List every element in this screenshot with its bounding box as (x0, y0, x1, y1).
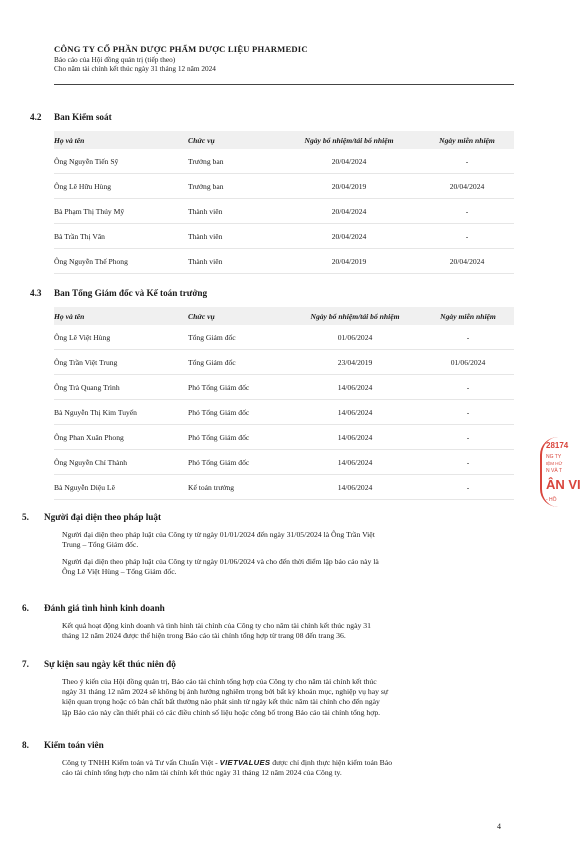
section-number: 4.2 (30, 112, 42, 122)
section-title: Kiểm toán viên (44, 740, 104, 750)
cell-name: Ông Phan Xuân Phong (54, 432, 124, 442)
col-header-position: Chức vụ (188, 135, 215, 145)
cell-name: Bà Nguyễn Thị Kim Tuyến (54, 407, 137, 417)
auditor-text-before: Công ty TNHH Kiểm toán và Tư vấn Chuẩn Việt - (62, 758, 220, 767)
cell-dismissed: - (466, 382, 470, 392)
company-seal-stamp (540, 437, 582, 507)
cell-appointed: 14/06/2024 (337, 382, 373, 392)
cell-name: Ông Trần Việt Trung (54, 357, 118, 367)
cell-name: Bà Trần Thị Vân (54, 231, 105, 241)
cell-position: Tổng Giám đốc (188, 332, 236, 342)
section-title: Đánh giá tình hình kinh doanh (44, 603, 165, 613)
table-header-row (54, 131, 514, 149)
cell-dismissed: 20/04/2024 (449, 181, 485, 191)
cell-position: Tổng Giám đốc (188, 357, 236, 367)
legal-rep-paragraph-1 (62, 530, 524, 550)
fiscal-year-line: Cho năm tài chính kết thúc ngày 31 tháng 12 năm 2024 (54, 64, 216, 73)
report-subtitle: Báo cáo của Hội đồng quản trị (tiếp theo) (54, 55, 176, 64)
cell-name: Ông Lê Việt Hùng (54, 332, 111, 342)
cell-position: Trưởng ban (188, 156, 224, 166)
cell-dismissed: - (466, 457, 470, 467)
cell-dismissed: - (465, 206, 469, 216)
table-row (54, 425, 514, 450)
section-number: 6. (22, 603, 29, 613)
paragraph-line (62, 758, 524, 768)
cell-dismissed: - (466, 482, 470, 492)
cell-appointed: 14/06/2024 (337, 432, 373, 442)
table-row (54, 450, 514, 475)
table-row (54, 224, 514, 249)
paragraph-line: ngày 31 tháng 12 năm 2024 sẽ không bị ảnh hưởng nghiêm trọng bởi bất kỳ khoản mục, nghiệp vụ hay sự (62, 687, 389, 697)
paragraph-line: Người đại diện theo pháp luật của Công ty từ ngày 01/06/2024 và cho đến thời điểm lập báo cáo này là (62, 557, 379, 566)
cell-dismissed: 20/04/2024 (449, 256, 485, 266)
stamp-text: N VÀ T (546, 468, 563, 474)
section-number: 7. (22, 659, 29, 669)
paragraph-line: Người đại diện theo pháp luật của Công ty từ ngày 01/01/2024 đến ngày 31/05/2024 là Ông Trần Việt (62, 530, 375, 539)
cell-position: Phó Tổng Giám đốc (188, 407, 250, 417)
paragraph-line: kiện quan trọng hoặc có bản chất bất thường nào phát sinh từ ngày kết thúc năm tài chính cho đến ngày (62, 697, 380, 707)
cell-name: Ông Nguyễn Tiến Sỹ (54, 156, 119, 166)
stamp-text: IỆM HỮ (546, 461, 563, 466)
col-header-dismissed: Ngày miễn nhiệm (440, 311, 496, 321)
cell-dismissed: - (465, 231, 469, 241)
section-title: Ban Tổng Giám đốc và Kế toán trưởng (54, 288, 208, 298)
cell-position: Kế toán trưởng (188, 482, 235, 492)
cell-name: Bà Nguyễn Diệu Lê (54, 482, 115, 492)
table-row (54, 249, 514, 274)
paragraph-line: tháng 12 năm 2024 được thể hiện trong Báo cáo tài chính tổng hợp từ trang 08 đến trang 36. (62, 631, 346, 641)
section-title: Sự kiện sau ngày kết thúc niên độ (44, 659, 176, 669)
section-number: 5. (22, 512, 29, 522)
table-header-row (54, 307, 514, 325)
section-number: 4.3 (30, 288, 42, 298)
executive-board-table (54, 307, 514, 500)
paragraph-line: lập Báo cáo này cần thiết phải có các điều chỉnh số liệu hoặc công bố trong Báo cáo tài chính tổng hợp. (62, 707, 381, 717)
paragraph-line: Theo ý kiến của Hội đồng quản trị, Báo cáo tài chính tổng hợp của Công ty cho năm tài chính kết thúc (62, 677, 377, 686)
cell-name: Ông Trà Quang Trình (54, 382, 120, 392)
cell-appointed: 14/06/2024 (337, 407, 373, 417)
col-header-dismissed: Ngày miễn nhiệm (439, 135, 495, 145)
cell-appointed: 14/06/2024 (337, 457, 373, 467)
cell-name: Ông Nguyễn Chí Thành (54, 457, 128, 467)
col-header-appointed: Ngày bổ nhiệm/tái bổ nhiệm (310, 311, 400, 321)
table-row (54, 375, 514, 400)
cell-position: Thành viên (188, 206, 223, 216)
company-name: CÔNG TY CỔ PHẦN DƯỢC PHẨM DƯỢC LIỆU PHARMEDIC (54, 44, 308, 54)
table-row (54, 174, 514, 199)
table-row (54, 350, 514, 375)
cell-appointed: 23/04/2019 (337, 357, 373, 367)
section-title: Người đại diện theo pháp luật (44, 512, 162, 522)
cell-dismissed: - (466, 407, 470, 417)
section-number: 8. (22, 740, 29, 750)
subsequent-events-paragraph (62, 677, 524, 718)
stamp-text: 28174 (546, 441, 569, 450)
cell-dismissed: - (466, 432, 470, 442)
cell-dismissed: 01/06/2024 (450, 357, 486, 367)
page-number: 4 (497, 822, 501, 831)
cell-position: Thành viên (188, 231, 223, 241)
cell-position: Phó Tổng Giám đốc (188, 432, 250, 442)
auditor-paragraph (62, 758, 524, 778)
table-row (54, 149, 514, 174)
stamp-text: NG TY (546, 454, 562, 460)
paragraph-line: Ông Lê Việt Hùng – Tổng Giám đốc. (62, 567, 177, 577)
cell-position: Phó Tổng Giám đốc (188, 457, 250, 467)
legal-rep-paragraph-2 (62, 557, 524, 577)
table-row (54, 325, 514, 350)
auditor-brand-logo: VIETVALUES (219, 758, 271, 767)
col-header-position: Chức vụ (188, 311, 215, 321)
section-title: Ban Kiểm soát (54, 112, 112, 122)
col-header-name: Họ và tên (54, 135, 85, 145)
cell-name: Bà Phạm Thị Thúy Mỹ (54, 206, 125, 216)
stamp-text: ÂN VI (546, 477, 581, 492)
stamp-text: - HỒ (546, 497, 557, 503)
cell-position: Phó Tổng Giám đốc (188, 382, 250, 392)
page-header (54, 44, 514, 73)
col-header-name: Họ và tên (54, 311, 85, 321)
table-row (54, 400, 514, 425)
table-row (54, 199, 514, 224)
cell-appointed: 14/06/2024 (337, 482, 373, 492)
cell-name: Ông Nguyễn Thế Phong (54, 256, 128, 266)
table-row (54, 475, 514, 500)
cell-dismissed: - (466, 332, 470, 342)
paragraph-line: Trung – Tổng Giám đốc. (62, 540, 139, 550)
supervisory-board-table (54, 131, 514, 274)
cell-appointed: 20/04/2024 (331, 231, 367, 241)
paragraph-line: cáo tài chính tổng hợp cho năm tài chính kết thúc ngày 31 tháng 12 năm 2024 của Công ty. (62, 768, 342, 778)
cell-position: Thành viên (188, 256, 223, 266)
paragraph-line: Kết quả hoạt động kinh doanh và tình hình tài chính của Công ty cho năm tài chính kết thúc ngày 31 (62, 621, 371, 630)
cell-position: Trưởng ban (188, 181, 224, 191)
cell-appointed: 20/04/2024 (331, 156, 367, 166)
business-assessment-paragraph (62, 621, 524, 641)
cell-appointed: 20/04/2019 (331, 256, 367, 266)
cell-appointed: 01/06/2024 (337, 332, 373, 342)
header-divider (54, 84, 514, 85)
auditor-text-after: được chỉ định thực hiện kiểm toán Báo (270, 758, 393, 767)
cell-name: Ông Lê Hữu Hùng (54, 181, 112, 191)
cell-dismissed: - (465, 156, 469, 166)
cell-appointed: 20/04/2019 (331, 181, 367, 191)
cell-appointed: 20/04/2024 (331, 206, 367, 216)
col-header-appointed: Ngày bổ nhiệm/tái bổ nhiệm (304, 135, 394, 145)
